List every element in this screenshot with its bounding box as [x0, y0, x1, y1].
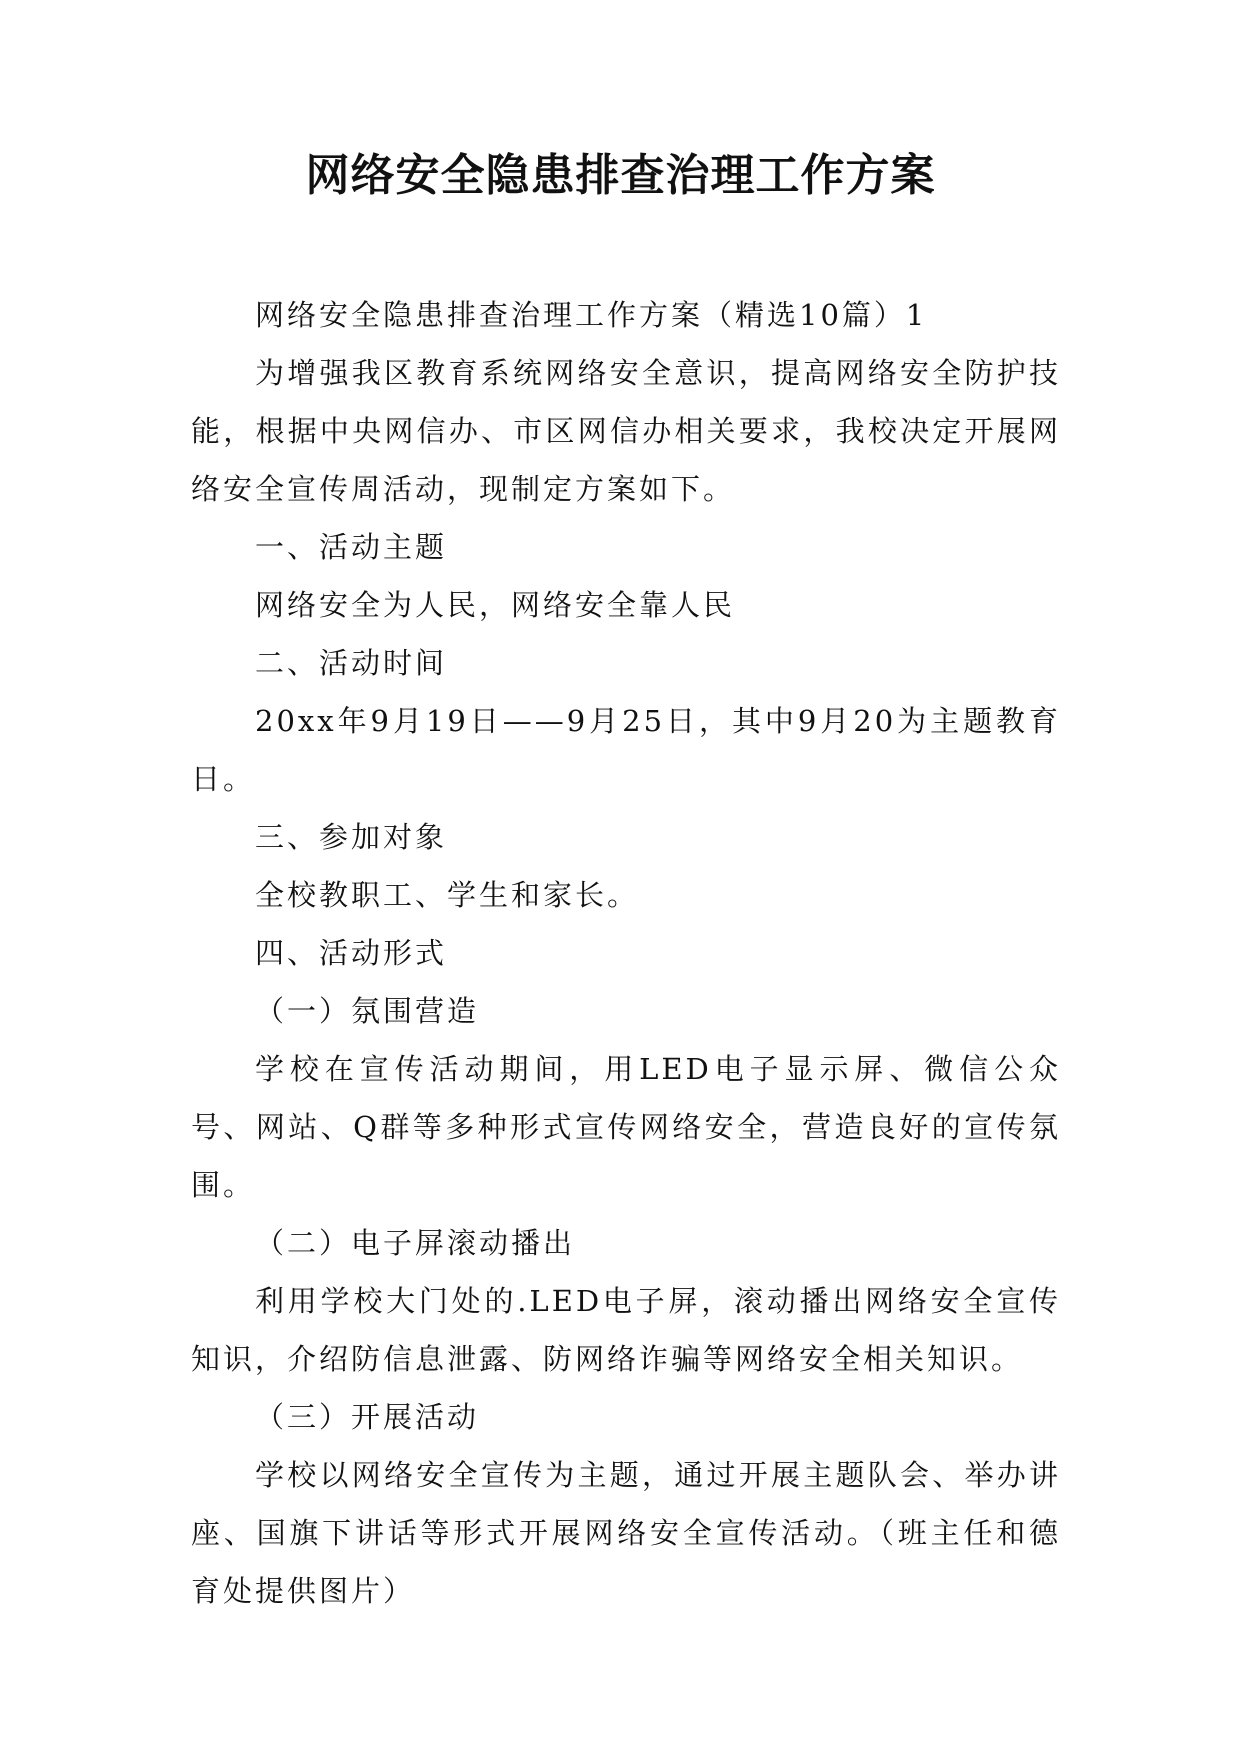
paragraph-activities: 学校以网络安全宣传为主题，通过开展主题队会、举办讲座、国旗下讲话等形式开展网络安全宣传活动。（班主任和德育处提供图片） [191, 1458, 1061, 1608]
section-heading-time: 二、活动时间 [255, 646, 448, 680]
paragraph-intro: 为增强我区教育系统网络安全意识，提高网络安全防护技能，根据中央网信办、市区网信办相关要求，我校决定开展网络安全宣传周活动，现制定方案如下。 [191, 356, 1061, 506]
paragraph-atmosphere: 学校在宣传活动期间，用LED电子显示屏、微信公众号、网站、Q群等多种形式宣传网络安全，营造良好的宣传氛围。 [191, 1052, 1061, 1202]
paragraph-theme: 网络安全为人民，网络安全靠人民 [255, 588, 736, 622]
section-heading-format: 四、活动形式 [255, 936, 448, 970]
document-title: 网络安全隐患排查治理工作方案 [305, 150, 936, 201]
section-heading-theme: 一、活动主题 [255, 530, 448, 564]
subsection-heading-atmosphere: （一）氛围营造 [255, 994, 480, 1028]
paragraph-screen: 利用学校大门处的.LED电子屏，滚动播出网络安全宣传知识，介绍防信息泄露、防网络诈骗等网络安全相关知识。 [191, 1284, 1061, 1376]
paragraph-heading-line: 网络安全隐患排查治理工作方案（精选10篇）1 [255, 298, 928, 332]
paragraph-participants: 全校教职工、学生和家长。 [255, 878, 640, 912]
paragraph-time: 20xx年9月19日——9月25日，其中9月20为主题教育日。 [191, 704, 1061, 796]
document-body [191, 286, 1061, 1620]
section-heading-participants: 三、参加对象 [255, 820, 448, 854]
subsection-heading-screen: （二）电子屏滚动播出 [255, 1226, 576, 1260]
subsection-heading-activities: （三）开展活动 [255, 1400, 480, 1434]
